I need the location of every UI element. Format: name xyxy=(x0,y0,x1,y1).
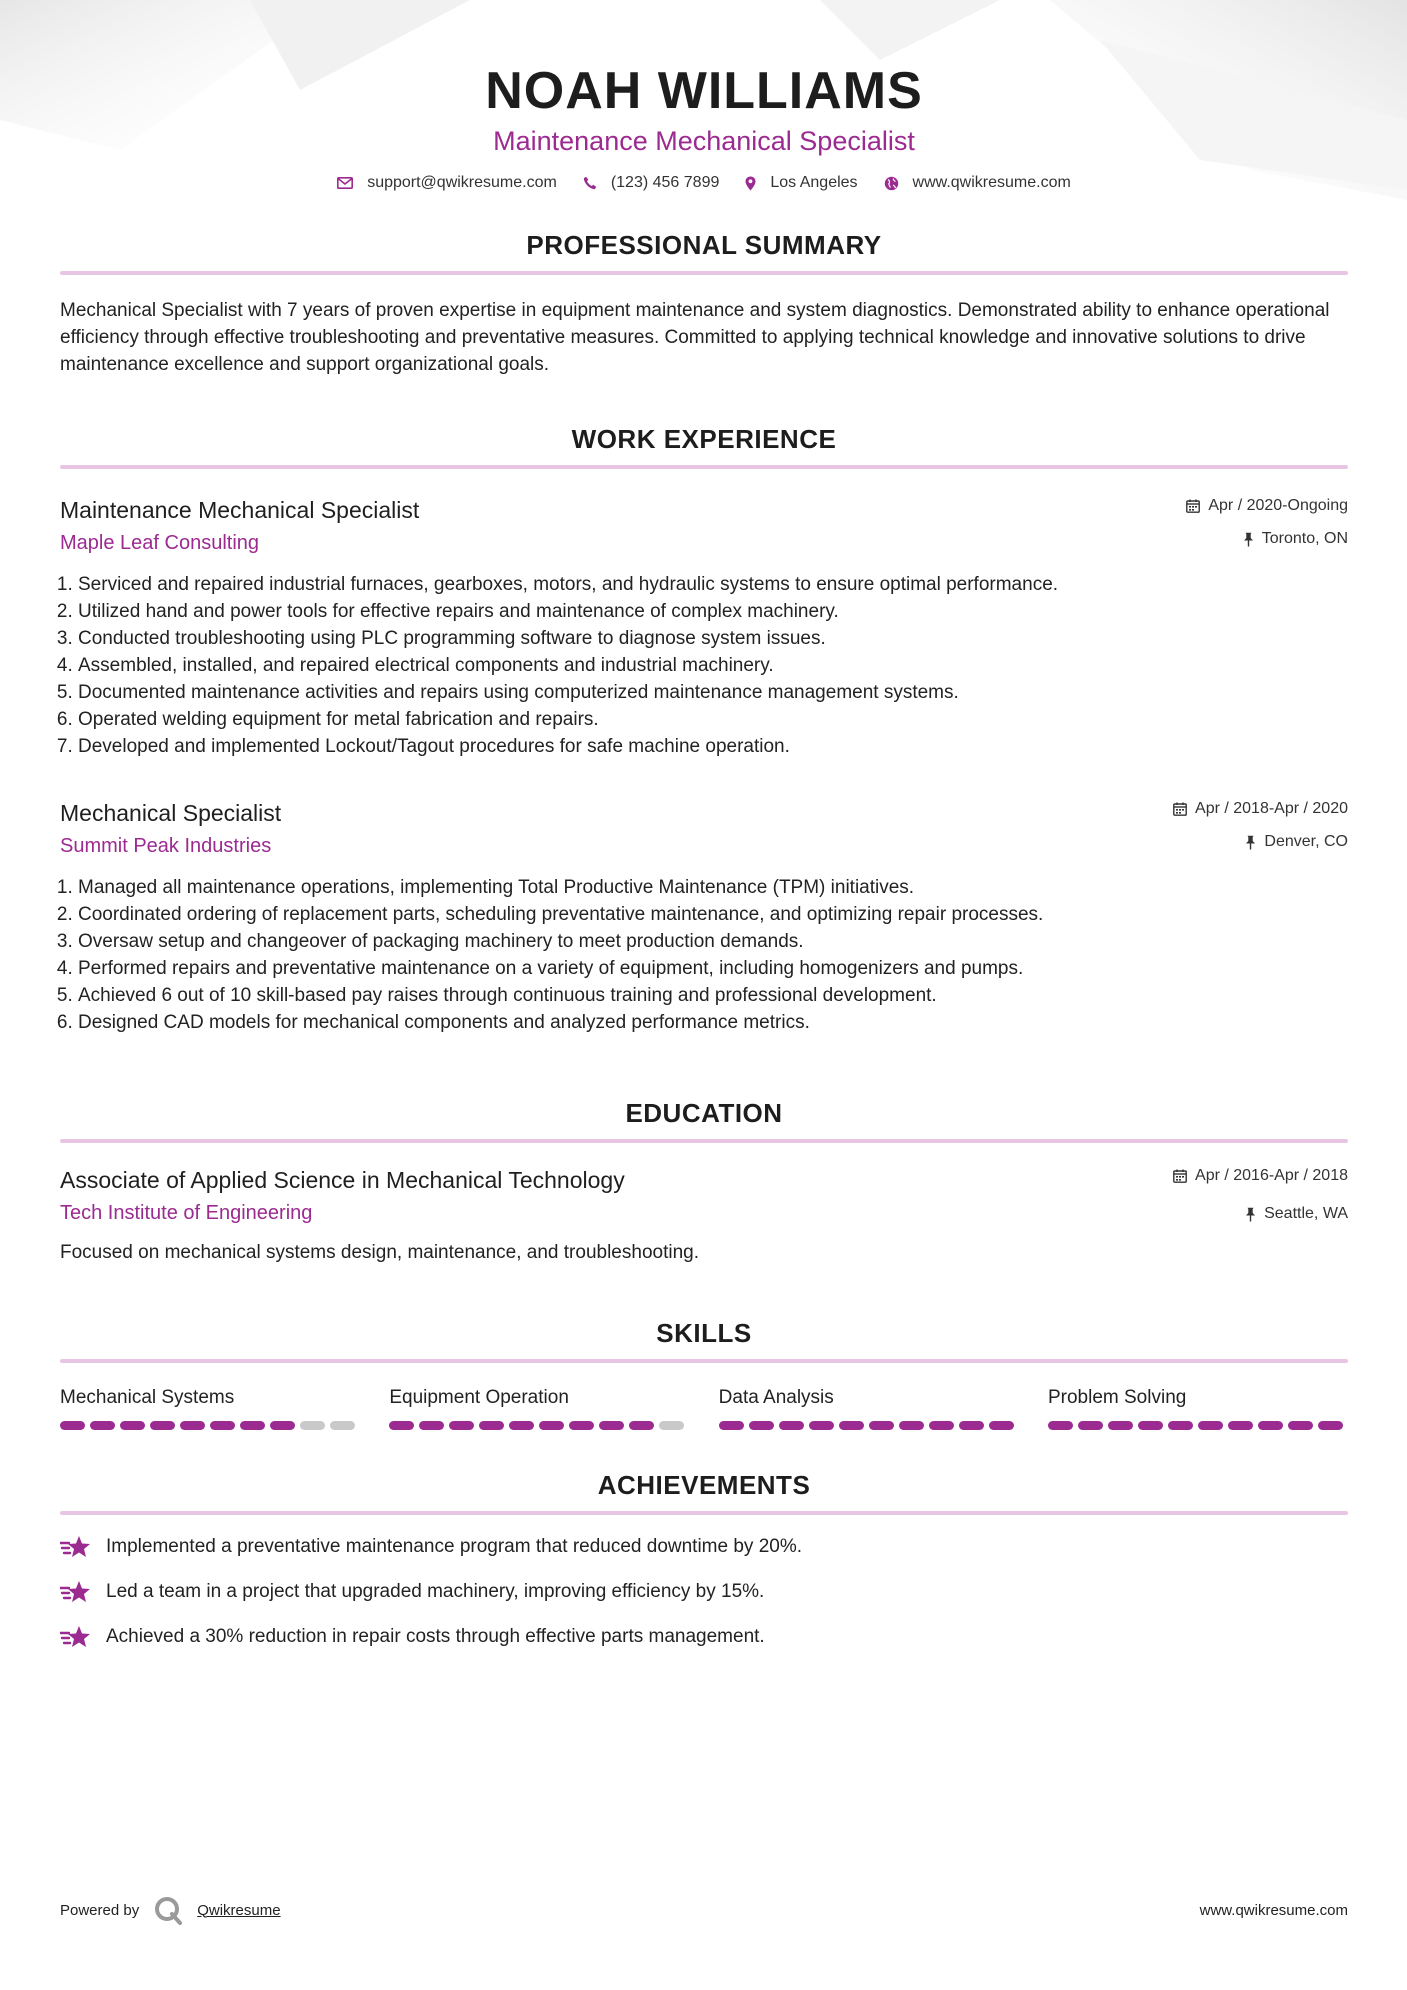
skill-level-bar xyxy=(719,1421,1019,1430)
globe-icon xyxy=(884,176,899,191)
job-company: Summit Peak Industries xyxy=(60,835,272,857)
achievements-section xyxy=(60,1470,1348,1650)
job-duties xyxy=(60,571,1348,760)
page-footer xyxy=(60,1895,1348,1925)
skill-segment-filled xyxy=(539,1421,564,1430)
qwikresume-logo-icon xyxy=(153,1895,183,1925)
achievement-item xyxy=(60,1533,1348,1560)
duty-item: 4. Performed repairs and preventative maintenance on a variety of equipment, including homogenizers and pumps. xyxy=(78,955,1348,982)
skill-segment-filled xyxy=(779,1421,804,1430)
skill-segment-filled xyxy=(1258,1421,1283,1430)
skill-segment-filled xyxy=(90,1421,115,1430)
skill-segment-filled xyxy=(419,1421,444,1430)
job-role: Mechanical Specialist xyxy=(60,800,282,826)
skill-segment-filled xyxy=(1168,1421,1193,1430)
achievements-heading: ACHIEVEMENTS xyxy=(597,1470,811,1500)
skill-segment-filled xyxy=(1318,1421,1343,1430)
pushpin-icon xyxy=(1245,835,1256,850)
duty-item: 1. Managed all maintenance operations, implementing Total Productive Maintenance (TPM) initiatives. xyxy=(78,874,1348,901)
job-dates: Apr / 2020-Ongoing xyxy=(1208,497,1348,514)
shooting-star-icon xyxy=(60,1535,92,1559)
skill-segment-empty xyxy=(300,1421,325,1430)
contact-phone[interactable] xyxy=(583,174,720,192)
skill-segment-filled xyxy=(180,1421,205,1430)
duty-item: 7. Developed and implemented Lockout/Tagout procedures for safe machine operation. xyxy=(78,733,1348,760)
skill-level-bar xyxy=(60,1421,360,1430)
job-location: Denver, CO xyxy=(1264,833,1348,850)
duty-item: 1. Serviced and repaired industrial furnaces, gearboxes, motors, and hydraulic systems to ensure optimal performance. xyxy=(78,571,1348,598)
shooting-star-icon xyxy=(60,1625,92,1649)
contact-email-text: support@qwikresume.com xyxy=(367,174,557,191)
calendar-icon xyxy=(1186,499,1200,513)
contact-phone-text: (123) 456 7899 xyxy=(610,174,720,191)
experience-heading: WORK EXPERIENCE xyxy=(571,424,837,454)
contact-location-text: Los Angeles xyxy=(770,174,858,191)
skill-item xyxy=(389,1385,689,1430)
duty-item: 5. Documented maintenance activities and repairs using computerized maintenance management systems. xyxy=(78,679,1348,706)
job-entry xyxy=(60,798,1348,1036)
skill-segment-filled xyxy=(899,1421,924,1430)
calendar-icon xyxy=(1173,1169,1187,1183)
skill-segment-filled xyxy=(1198,1421,1223,1430)
skill-item xyxy=(719,1385,1019,1430)
contact-email[interactable] xyxy=(337,174,557,192)
experience-divider xyxy=(60,465,1348,469)
skill-segment-filled xyxy=(449,1421,474,1430)
skill-segment-filled xyxy=(240,1421,265,1430)
skill-segment-filled xyxy=(1078,1421,1103,1430)
skill-segment-filled xyxy=(719,1421,744,1430)
skill-segment-filled xyxy=(809,1421,834,1430)
education-degree: Associate of Applied Science in Mechanical Technology xyxy=(60,1167,625,1193)
skill-item xyxy=(1048,1385,1348,1430)
resume-header xyxy=(60,0,1348,192)
qwikresume-link[interactable]: Qwikresume xyxy=(197,1901,281,1919)
candidate-name: NOAH WILLIAMS xyxy=(485,62,923,120)
calendar-icon xyxy=(1173,802,1187,816)
achievements-list xyxy=(60,1533,1348,1650)
footer-website[interactable]: www.qwikresume.com xyxy=(1199,1901,1348,1919)
education-dates: Apr / 2016-Apr / 2018 xyxy=(1195,1167,1348,1184)
skill-segment-filled xyxy=(629,1421,654,1430)
duty-item: 2. Utilized hand and power tools for effective repairs and maintenance of complex machinery. xyxy=(78,598,1348,625)
skill-name: Mechanical Systems xyxy=(60,1387,235,1408)
contact-website[interactable] xyxy=(884,174,1071,192)
contact-location xyxy=(745,174,857,192)
candidate-title: Maintenance Mechanical Specialist xyxy=(493,126,915,156)
summary-heading: PROFESSIONAL SUMMARY xyxy=(526,230,882,260)
duty-item: 6. Designed CAD models for mechanical components and analyzed performance metrics. xyxy=(78,1009,1348,1036)
pushpin-icon xyxy=(1245,1207,1256,1222)
education-location: Seattle, WA xyxy=(1264,1205,1348,1222)
contact-website-text: www.qwikresume.com xyxy=(912,174,1071,191)
duty-item: 4. Assembled, installed, and repaired electrical components and industrial machinery. xyxy=(78,652,1348,679)
skill-name: Data Analysis xyxy=(718,1387,834,1408)
skill-segment-filled xyxy=(599,1421,624,1430)
achievement-item xyxy=(60,1578,1348,1605)
education-school: Tech Institute of Engineering xyxy=(60,1202,313,1224)
education-section xyxy=(60,1098,1348,1266)
skills-list xyxy=(60,1385,1348,1430)
skills-heading: SKILLS xyxy=(656,1318,752,1348)
pushpin-icon xyxy=(1243,532,1254,547)
skill-segment-filled xyxy=(389,1421,414,1430)
achievement-text: Implemented a preventative maintenance program that reduced downtime by 20%. xyxy=(106,1536,803,1557)
skill-segment-filled xyxy=(1048,1421,1073,1430)
achievement-text: Achieved a 30% reduction in repair costs through effective parts management. xyxy=(106,1626,765,1647)
skill-segment-filled xyxy=(120,1421,145,1430)
job-entry xyxy=(60,495,1348,760)
duty-item: 2. Coordinated ordering of replacement parts, scheduling preventative maintenance, and optimizing repair processes. xyxy=(78,901,1348,928)
skill-segment-filled xyxy=(60,1421,85,1430)
resume-page xyxy=(60,0,1348,1650)
skill-segment-empty xyxy=(659,1421,684,1430)
phone-icon xyxy=(583,176,597,190)
achievement-text: Led a team in a project that upgraded machinery, improving efficiency by 15%. xyxy=(106,1581,765,1602)
skill-segment-filled xyxy=(1228,1421,1253,1430)
skill-segment-filled xyxy=(1288,1421,1313,1430)
skill-segment-filled xyxy=(569,1421,594,1430)
skill-segment-filled xyxy=(509,1421,534,1430)
achievement-item xyxy=(60,1623,1348,1650)
skill-segment-filled xyxy=(869,1421,894,1430)
skill-name: Problem Solving xyxy=(1047,1387,1187,1408)
job-duties xyxy=(60,874,1348,1036)
summary-section xyxy=(60,230,1348,378)
map-pin-icon xyxy=(745,176,756,191)
experience-section xyxy=(60,424,1348,1036)
skills-section xyxy=(60,1318,1348,1430)
skill-level-bar xyxy=(1048,1421,1348,1430)
skill-segment-filled xyxy=(150,1421,175,1430)
skill-segment-filled xyxy=(1138,1421,1163,1430)
job-company: Maple Leaf Consulting xyxy=(60,532,260,554)
skill-segment-filled xyxy=(270,1421,295,1430)
skill-segment-filled xyxy=(479,1421,504,1430)
summary-divider xyxy=(60,271,1348,275)
job-location: Toronto, ON xyxy=(1261,530,1348,547)
summary-text: Mechanical Specialist with 7 years of proven expertise in equipment maintenance and system diagnostics. Demonstrated ability to enhance operational efficiency through effective troubleshooting and preventative measures. Committed to applying technical knowledge and innovative solutions to drive maintenance excellence and support organizational goals. xyxy=(60,300,1330,375)
shooting-star-icon xyxy=(60,1580,92,1604)
skill-name: Equipment Operation xyxy=(389,1387,569,1408)
job-role: Maintenance Mechanical Specialist xyxy=(60,497,420,523)
skill-segment-filled xyxy=(959,1421,984,1430)
education-entry xyxy=(60,1165,1348,1266)
skill-segment-filled xyxy=(839,1421,864,1430)
skill-segment-filled xyxy=(1108,1421,1133,1430)
contact-bar xyxy=(60,174,1348,192)
education-description: Focused on mechanical systems design, maintenance, and troubleshooting. xyxy=(60,1242,699,1263)
skill-segment-filled xyxy=(749,1421,774,1430)
powered-by-label: Powered by xyxy=(60,1901,140,1919)
education-divider xyxy=(60,1139,1348,1143)
envelope-icon xyxy=(337,177,353,189)
skill-item xyxy=(60,1385,360,1430)
duty-item: 3. Oversaw setup and changeover of packaging machinery to meet production demands. xyxy=(78,928,1348,955)
duty-item: 5. Achieved 6 out of 10 skill-based pay raises through continuous training and professional development. xyxy=(78,982,1348,1009)
skill-level-bar xyxy=(389,1421,689,1430)
achievements-divider xyxy=(60,1511,1348,1515)
skills-divider xyxy=(60,1359,1348,1363)
skill-segment-filled xyxy=(929,1421,954,1430)
skill-segment-filled xyxy=(989,1421,1014,1430)
duty-item: 6. Operated welding equipment for metal fabrication and repairs. xyxy=(78,706,1348,733)
duty-item: 3. Conducted troubleshooting using PLC programming software to diagnose system issues. xyxy=(78,625,1348,652)
skill-segment-empty xyxy=(330,1421,355,1430)
education-heading: EDUCATION xyxy=(625,1098,783,1128)
job-dates: Apr / 2018-Apr / 2020 xyxy=(1195,800,1348,817)
skill-segment-filled xyxy=(210,1421,235,1430)
